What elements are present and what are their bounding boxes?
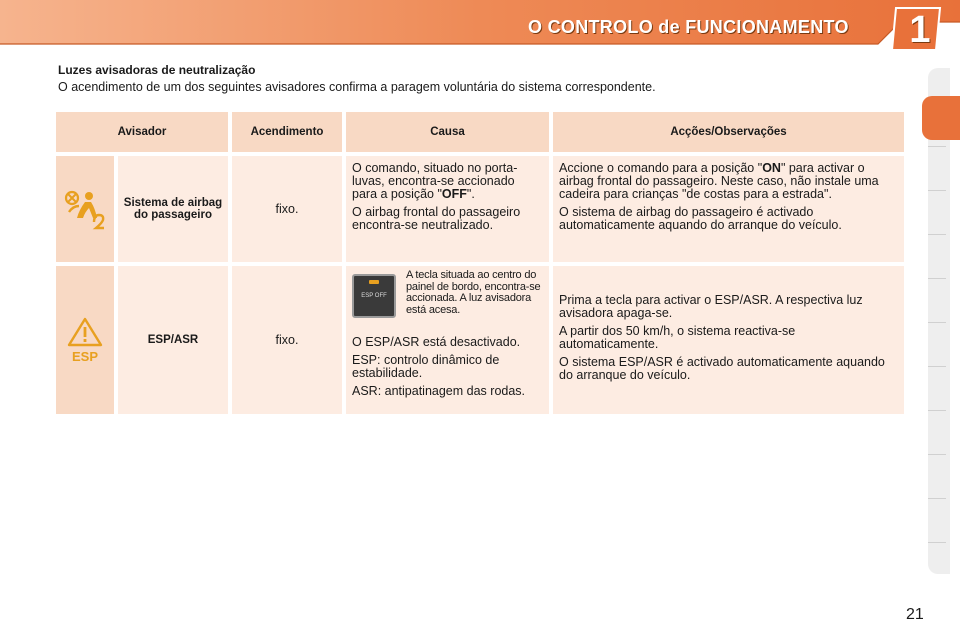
side-tab-active[interactable] [922, 96, 960, 140]
row-esp-lighting: fixo. [232, 266, 342, 414]
column-header-accoes: Acções/Observações [553, 112, 904, 152]
table-row-esp-icon-cell [56, 266, 114, 414]
cause-text: O comando, situado no porta-luvas, encontra-se accionado para a posição "OFF". [352, 161, 518, 201]
row-airbag-cause [346, 156, 549, 262]
cause-text: ASR: antipatinagem das rodas. [352, 384, 526, 398]
side-tab-divider [928, 542, 946, 543]
esp-button-lamp [369, 280, 379, 284]
action-text: Accione o comando para a posição "ON" para activar o airbag frontal do passageiro. Neste caso, não instale uma cadeira para crianças "de costas para a estrada". [559, 161, 879, 201]
esp-off-button-image [352, 274, 396, 318]
side-tab-divider [928, 190, 946, 191]
side-tab-divider [928, 278, 946, 279]
side-tab-divider [928, 366, 946, 367]
esp-cause-list [352, 336, 546, 403]
row-esp-actions [553, 266, 904, 414]
esp-warning-icon [67, 317, 103, 363]
action-text: Prima a tecla para activar o ESP/ASR. A respectiva luz avisadora apaga-se. [559, 293, 863, 320]
row-airbag-name: Sistema de airbag do passageiro [118, 156, 228, 262]
side-tab-divider [928, 146, 946, 147]
esp-icon-text: ESP [71, 349, 99, 363]
side-tab-divider [928, 322, 946, 323]
row-esp-name: ESP/ASR [118, 266, 228, 414]
side-tab-divider [928, 234, 946, 235]
row-airbag-actions [553, 156, 904, 262]
page-number: 21 [906, 606, 924, 623]
cause-text: O airbag frontal do passageiro encontra-se neutralizado. [352, 205, 521, 232]
side-tab-divider [928, 498, 946, 499]
section-title: Luzes avisadoras de neutralização [58, 63, 256, 77]
column-header-avisador: Avisador [56, 112, 228, 152]
action-text: O sistema ESP/ASR é activado automaticamente aquando do arranque do veículo. [559, 355, 885, 382]
action-text: O sistema de airbag do passageiro é activado automaticamente aquando do arranque do veículo. [559, 205, 842, 232]
column-header-acendimento: Acendimento [232, 112, 342, 152]
side-tab-divider [928, 410, 946, 411]
cause-text: ESP: controlo dinâmico de estabilidade. [352, 353, 500, 380]
column-header-causa: Causa [346, 112, 549, 152]
row-airbag-lighting: fixo. [232, 156, 342, 262]
section-intro: O acendimento de um dos seguintes avisadores confirma a paragem voluntária do sistema correspondente. [58, 80, 656, 94]
esp-button-label: ESP OFF [361, 293, 387, 299]
header-band [0, 0, 960, 52]
side-tab-divider [928, 454, 946, 455]
chapter-side-tabs [928, 68, 950, 574]
table-row-airbag-icon-cell [56, 156, 114, 262]
cause-text: O ESP/ASR está desactivado. [352, 335, 521, 349]
row-esp-cause [346, 266, 549, 414]
chapter-title: O CONTROLO de FUNCIONAMENTO [528, 17, 849, 37]
chapter-number: 1 [909, 9, 931, 51]
esp-button-caption: A tecla situada ao centro do painel de bordo, encontra-se accionada. A luz avisadora está acesa. [406, 269, 541, 316]
passenger-airbag-off-icon [63, 188, 107, 230]
action-text: A partir dos 50 km/h, o sistema reactiva-se automaticamente. [559, 324, 796, 351]
